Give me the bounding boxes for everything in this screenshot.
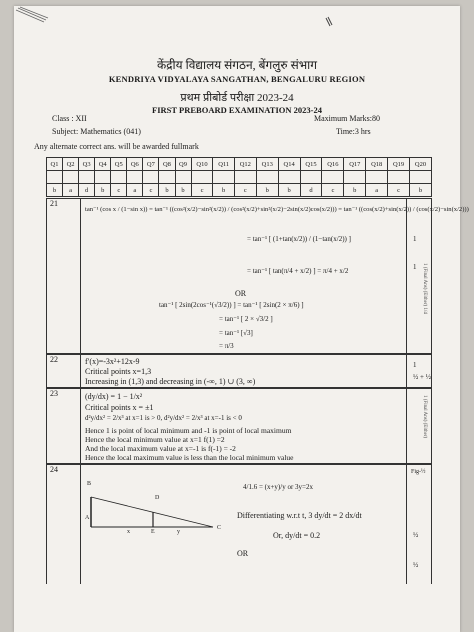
q-cell: Q12 bbox=[234, 158, 256, 171]
a-cell: c bbox=[388, 184, 410, 197]
marks-column bbox=[406, 199, 431, 353]
q24-fig-mark: Fig-½ bbox=[411, 469, 426, 475]
q-cell: Q14 bbox=[278, 158, 300, 171]
a-cell: b bbox=[95, 184, 111, 197]
q-cell: Q5 bbox=[111, 158, 127, 171]
q-cell: Q3 bbox=[79, 158, 95, 171]
q-cell: Q13 bbox=[256, 158, 278, 171]
alternate-note: Any alternate correct ans. will be awarded fullmark bbox=[34, 142, 199, 151]
q-cell: Q17 bbox=[344, 158, 366, 171]
q22-mark2: ½ + ½ bbox=[413, 373, 431, 381]
q23-line4: Hence 1 is point of local minimum and -1 is point of local maximum bbox=[85, 426, 292, 435]
fig-label-a: A bbox=[85, 515, 90, 521]
org-name: KENDRIYA VIDYALAYA SANGATHAN, BENGALURU REGION bbox=[108, 74, 366, 84]
q-cell: Q2 bbox=[63, 158, 79, 171]
a-cell: b bbox=[175, 184, 191, 197]
pin-mark bbox=[324, 16, 334, 28]
q-cell: Q4 bbox=[95, 158, 111, 171]
q23-line6: And the local maximum value at x=-1 is f(-1) = -2 bbox=[85, 444, 236, 453]
a-cell: a bbox=[127, 184, 143, 197]
q-cell: Q8 bbox=[159, 158, 175, 171]
a-cell: b bbox=[256, 184, 278, 197]
org-hindi: केंद्रीय विद्यालय संगठन, बेंगलुरु संभाग bbox=[156, 58, 318, 72]
q24-line1: 4/1.6 = (x+y)/y or 3y=2x bbox=[243, 483, 313, 491]
fig-label-y: y bbox=[177, 529, 180, 535]
q24-mark2: ½ bbox=[413, 561, 419, 569]
question-row bbox=[47, 158, 432, 171]
q21-line6: = tan⁻¹ [√3] bbox=[219, 329, 253, 337]
a-cell: c bbox=[322, 184, 344, 197]
q21-mark1: 1 bbox=[413, 235, 417, 243]
question-number: 24 bbox=[47, 465, 81, 584]
subject-label: Subject: Mathematics (041) bbox=[52, 127, 141, 136]
fig-label-c: C bbox=[217, 525, 222, 531]
marks-column bbox=[406, 355, 431, 387]
class-label: Class : XII bbox=[52, 114, 87, 123]
q21-or: OR bbox=[235, 289, 247, 298]
a-cell: c bbox=[111, 184, 127, 197]
a-cell: d bbox=[79, 184, 95, 197]
a-cell: b bbox=[213, 184, 234, 197]
fig-label-b: B bbox=[87, 481, 92, 487]
exam-hindi: प्रथम प्रीबोर्ड परीक्षा 2023-24 bbox=[180, 92, 294, 104]
question-23-box bbox=[46, 388, 432, 464]
fig-label-x: x bbox=[127, 529, 130, 535]
a-cell: c bbox=[143, 184, 159, 197]
q-cell: Q10 bbox=[191, 158, 213, 171]
q23-line5: Hence the local minimum value at x=1 f(1) =2 bbox=[85, 435, 225, 444]
question-21-box bbox=[46, 198, 469, 354]
a-cell: c bbox=[191, 184, 213, 197]
question-number: 23 bbox=[47, 389, 81, 463]
answer-row bbox=[47, 184, 432, 197]
q-cell: Q9 bbox=[175, 158, 191, 171]
q-cell: Q1 bbox=[47, 158, 63, 171]
q23-line2: Critical points x = ±1 bbox=[85, 403, 154, 412]
q21-line4: tan⁻¹ [ 2sin(2cos⁻¹(√3/2)) ] = tan⁻¹ [ 2sin(2 × π/6) ] bbox=[159, 301, 304, 309]
a-cell: a bbox=[366, 184, 388, 197]
q-cell: Q15 bbox=[300, 158, 322, 171]
a-cell: b bbox=[344, 184, 366, 197]
q22-line2: Critical points x=1,3 bbox=[85, 367, 152, 376]
q-cell: Q19 bbox=[388, 158, 410, 171]
a-cell: b bbox=[47, 184, 63, 197]
marks-column bbox=[406, 465, 431, 584]
q21-line7: = π/3 bbox=[219, 342, 234, 350]
q22-line3: Increasing in (1,3) and decreasing in (-∞, 1) ∪ (3, ∞) bbox=[85, 377, 256, 386]
fig-label-e: E bbox=[151, 529, 155, 535]
q23-line7: Hence the local maximum value is less than the local minimum value bbox=[85, 453, 294, 462]
q21-side-note: 1 (Final Ans) (Either) 1/4 bbox=[422, 263, 427, 314]
q-cell: Q11 bbox=[213, 158, 234, 171]
q21-line2: = tan⁻¹ [ (1+tan(x/2)) / (1−tan(x/2)) ] bbox=[247, 235, 351, 243]
exam-title: FIRST PREBOARD EXAMINATION 2023-24 bbox=[152, 105, 322, 115]
a-cell: b bbox=[278, 184, 300, 197]
answer-key-table bbox=[46, 157, 432, 197]
scribble-mark bbox=[14, 6, 54, 26]
question-number: 21 bbox=[47, 199, 81, 353]
q-cell: Q18 bbox=[366, 158, 388, 171]
fig-label-d: D bbox=[155, 495, 160, 501]
a-cell: a bbox=[63, 184, 79, 197]
max-marks: Maximum Marks:80 bbox=[314, 114, 380, 123]
a-cell: c bbox=[234, 184, 256, 197]
q21-line1: tan⁻¹ (cos x / (1−sin x)) = tan⁻¹ ((cos²(x/2)−sin²(x/2)) / (cos²(x/2)+sin²(x/2)−2sin(x/2)cos(x/2))) = tan⁻¹ ((cos(x/2)+sin(x/2)) / (cos(x/2)−sin(x/2))) bbox=[85, 206, 469, 213]
a-cell: b bbox=[159, 184, 175, 197]
blank-row bbox=[47, 171, 432, 184]
question-24-box bbox=[46, 464, 432, 584]
q21-mark2: 1 bbox=[413, 263, 417, 271]
q23-side-note: 1 (Final Ans) (Either) bbox=[422, 395, 427, 439]
q-cell: Q16 bbox=[322, 158, 344, 171]
a-cell: b bbox=[410, 184, 432, 197]
q-cell: Q7 bbox=[143, 158, 159, 171]
q23-line1: (dy/dx) = 1 − 1/x² bbox=[85, 392, 143, 401]
time-label: Time:3 hrs bbox=[336, 127, 371, 136]
question-number: 22 bbox=[47, 355, 81, 387]
q21-line5: = tan⁻¹ [ 2 × √3/2 ] bbox=[219, 315, 273, 323]
q24-mark1: ½ bbox=[413, 531, 419, 539]
q21-line3: = tan⁻¹ [ tan(π/4 + x/2) ] = π/4 + x/2 bbox=[247, 267, 349, 275]
q23-line3: d²y/dx² = 2/x³ at x=1 is > 0, d²y/dx² = 2/x³ at x=-1 is < 0 bbox=[85, 414, 242, 422]
q22-mark1: 1 bbox=[413, 361, 417, 369]
q-cell: Q6 bbox=[127, 158, 143, 171]
q-cell: Q20 bbox=[410, 158, 432, 171]
a-cell: d bbox=[300, 184, 322, 197]
question-22-box bbox=[46, 354, 432, 388]
q22-line1: f′(x)=-3x²+12x-9 bbox=[85, 357, 140, 366]
q24-line2: Differentiating w.r.t t, 3 dy/dt = 2 dx/dt bbox=[237, 511, 362, 520]
q24-or: OR bbox=[237, 549, 249, 558]
q24-line3: Or, dy/dt = 0.2 bbox=[273, 531, 321, 540]
light-ray bbox=[91, 497, 213, 527]
marks-column bbox=[406, 389, 431, 463]
exam-sheet bbox=[14, 6, 469, 632]
similar-triangles-figure bbox=[83, 487, 223, 535]
